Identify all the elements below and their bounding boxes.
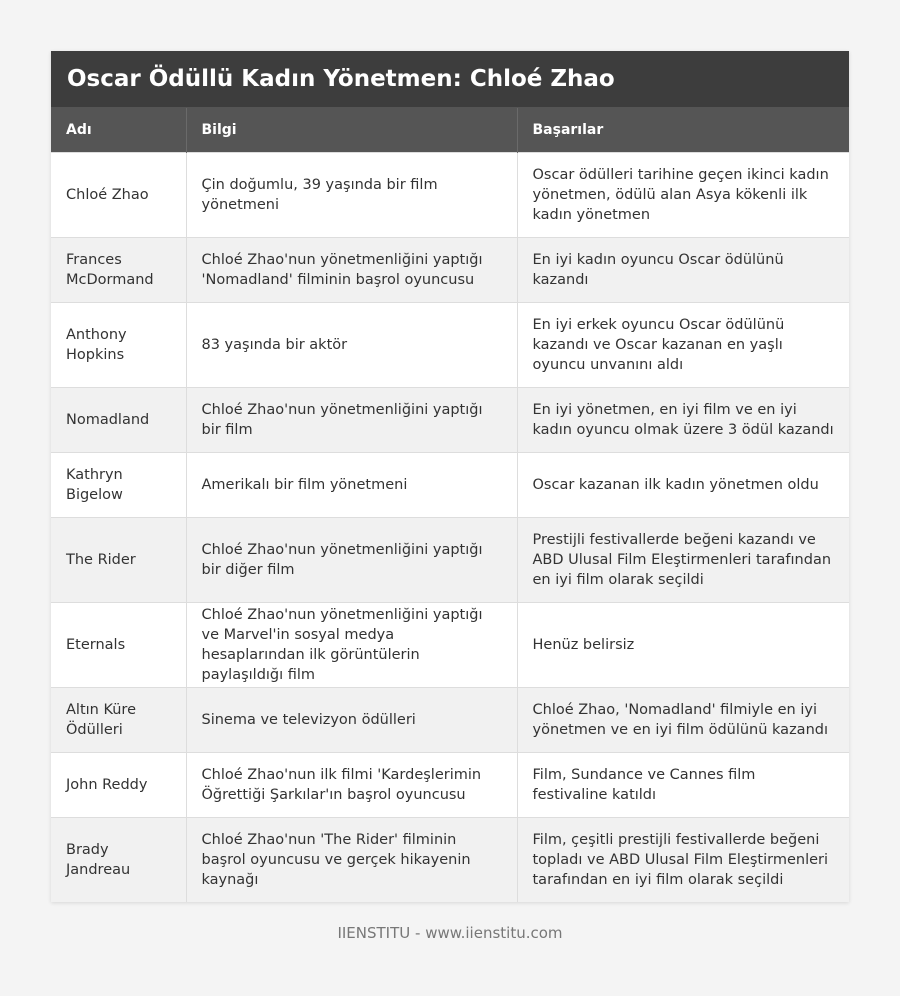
cell-name: Anthony Hopkins	[51, 302, 186, 387]
column-header-achievements: Başarılar	[517, 108, 849, 152]
column-header-name: Adı	[51, 108, 186, 152]
cell-name: Brady Jandreau	[51, 817, 186, 902]
table-row	[51, 817, 849, 902]
cell-achievements: Film, Sundance ve Cannes film festivaline katıldı	[517, 752, 849, 817]
cell-achievements: En iyi yönetmen, en iyi film ve en iyi kadın oyuncu olmak üzere 3 ödül kazandı	[517, 387, 849, 452]
table-row	[51, 517, 849, 602]
cell-info: Chloé Zhao'nun 'The Rider' filminin başrol oyuncusu ve gerçek hikayenin kaynağı	[186, 817, 517, 902]
cell-info: 83 yaşında bir aktör	[186, 302, 517, 387]
cell-name: Chloé Zhao	[51, 152, 186, 237]
cell-info: Chloé Zhao'nun yönetmenliğini yaptığı 'Nomadland' filminin başrol oyuncusu	[186, 237, 517, 302]
footer-credit: IIENSTITU - www.iienstitu.com	[337, 924, 563, 942]
cell-name: Eternals	[51, 602, 186, 687]
cell-achievements: Henüz belirsiz	[517, 602, 849, 687]
table-row	[51, 237, 849, 302]
column-header-info: Bilgi	[186, 108, 517, 152]
cell-info: Amerikalı bir film yönetmeni	[186, 452, 517, 517]
data-table-card	[51, 51, 849, 902]
table-row	[51, 152, 849, 237]
table-row	[51, 602, 849, 687]
cell-name: Nomadland	[51, 387, 186, 452]
table-row	[51, 752, 849, 817]
cell-name: Altın Küre Ödülleri	[51, 687, 186, 752]
table-title: Oscar Ödüllü Kadın Yönetmen: Chloé Zhao	[51, 51, 849, 108]
table-row	[51, 302, 849, 387]
cell-info: Chloé Zhao'nun yönetmenliğini yaptığı ve Marvel'in sosyal medya hesaplarından ilk görüntülerin paylaşıldığı film	[186, 602, 517, 687]
cell-achievements: Oscar ödülleri tarihine geçen ikinci kadın yönetmen, ödülü alan Asya kökenli ilk kadın yönetmen	[517, 152, 849, 237]
cell-achievements: En iyi erkek oyuncu Oscar ödülünü kazandı ve Oscar kazanan en yaşlı oyuncu unvanını aldı	[517, 302, 849, 387]
table-row	[51, 452, 849, 517]
cell-achievements: En iyi kadın oyuncu Oscar ödülünü kazandı	[517, 237, 849, 302]
cell-achievements: Film, çeşitli prestijli festivallerde beğeni topladı ve ABD Ulusal Film Eleştirmenleri tarafından en iyi film olarak seçildi	[517, 817, 849, 902]
achievements-table	[51, 108, 849, 902]
cell-name: The Rider	[51, 517, 186, 602]
cell-achievements: Prestijli festivallerde beğeni kazandı ve ABD Ulusal Film Eleştirmenleri tarafından en iyi film olarak seçildi	[517, 517, 849, 602]
table-row	[51, 687, 849, 752]
table-row	[51, 387, 849, 452]
cell-info: Chloé Zhao'nun yönetmenliğini yaptığı bir film	[186, 387, 517, 452]
cell-info: Çin doğumlu, 39 yaşında bir film yönetmeni	[186, 152, 517, 237]
cell-info: Sinema ve televizyon ödülleri	[186, 687, 517, 752]
header-row	[51, 108, 849, 152]
cell-achievements: Chloé Zhao, 'Nomadland' filmiyle en iyi yönetmen ve en iyi film ödülünü kazandı	[517, 687, 849, 752]
cell-info: Chloé Zhao'nun ilk filmi 'Kardeşlerimin Öğrettiği Şarkılar'ın başrol oyuncusu	[186, 752, 517, 817]
cell-achievements: Oscar kazanan ilk kadın yönetmen oldu	[517, 452, 849, 517]
cell-info: Chloé Zhao'nun yönetmenliğini yaptığı bir diğer film	[186, 517, 517, 602]
cell-name: John Reddy	[51, 752, 186, 817]
cell-name: Kathryn Bigelow	[51, 452, 186, 517]
cell-name: Frances McDormand	[51, 237, 186, 302]
